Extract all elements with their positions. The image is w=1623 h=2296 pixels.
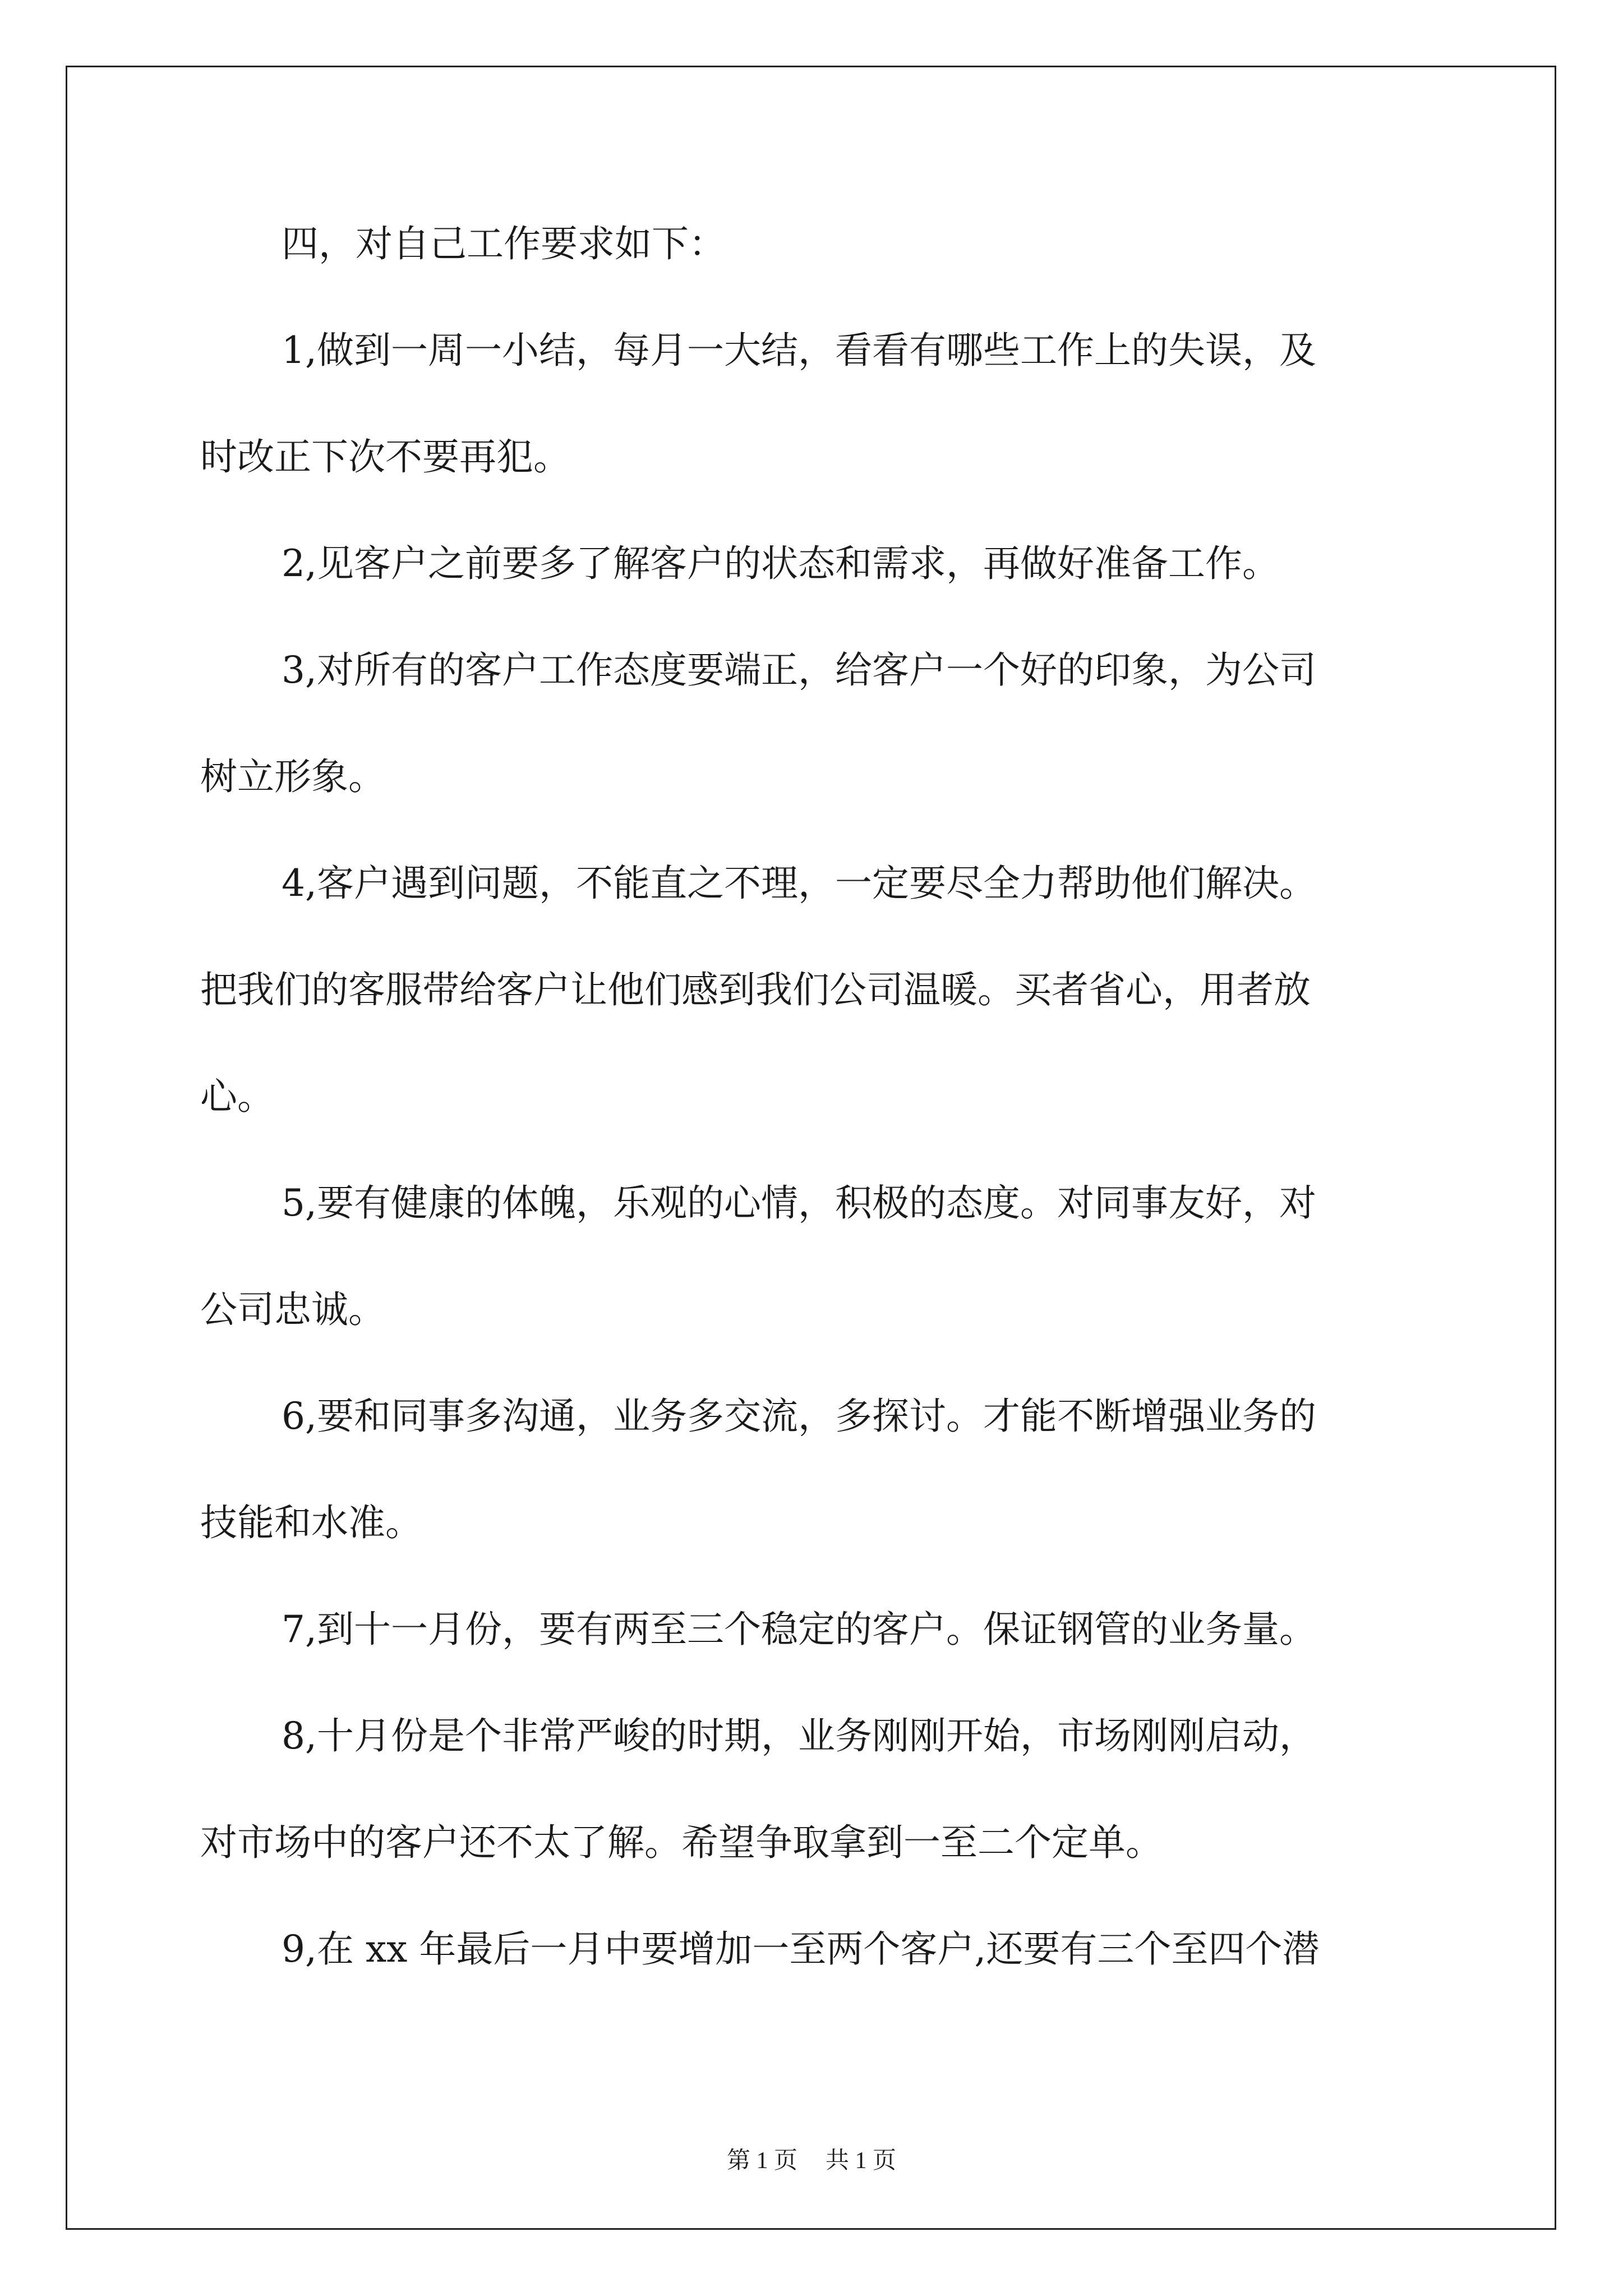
paragraph-line: 把我们的客服带给客户让他们感到我们公司温暖。买者省心，用者放: [200, 968, 1311, 1011]
paragraph-line: 4,客户遇到问题，不能直之不理，一定要尽全力帮助他们解决。: [282, 862, 1316, 905]
paragraph-line: 6,要和同事多沟通，业务多交流，多探讨。才能不断增强业务的: [282, 1395, 1316, 1438]
paragraph-line: 对市场中的客户还不太了解。希望争取拿到一至二个定单。: [200, 1821, 1163, 1864]
total-pages: 共 1 页: [826, 2148, 897, 2174]
paragraph-line: 5,要有健康的体魄，乐观的心情，积极的态度。对同事友好，对: [282, 1181, 1316, 1225]
paragraph-line: 8,十月份是个非常严峻的时期，业务刚刚开始，市场刚刚启动，: [282, 1714, 1316, 1757]
paragraph-line: 树立形象。: [200, 755, 385, 798]
paragraph-line: 时改正下次不要再犯。: [200, 435, 570, 478]
page-number: 第 1 页: [726, 2148, 797, 2174]
paragraph-line: 公司忠诚。: [200, 1288, 385, 1331]
page-footer: [0, 2146, 1623, 2176]
paragraph-line: 心。: [200, 1075, 274, 1118]
section-heading: 四，对自己工作要求如下：: [282, 222, 726, 265]
paragraph-line: 1,做到一周一小结，每月一大结，看看有哪些工作上的失误，及: [282, 329, 1316, 372]
paragraph-line: 2,见客户之前要多了解客户的状态和需求，再做好准备工作。: [282, 542, 1279, 585]
paragraph-line: 9,在 xx 年最后一月中要增加一至两个客户,还要有三个至四个潜: [282, 1927, 1320, 1971]
paragraph-line: 7,到十一月份，要有两至三个稳定的客户。保证钢管的业务量。: [282, 1608, 1316, 1651]
paragraph-line: 技能和水准。: [200, 1501, 422, 1544]
paragraph-line: 3,对所有的客户工作态度要端正，给客户一个好的印象，为公司: [282, 648, 1316, 692]
page-border: [66, 66, 1556, 2230]
